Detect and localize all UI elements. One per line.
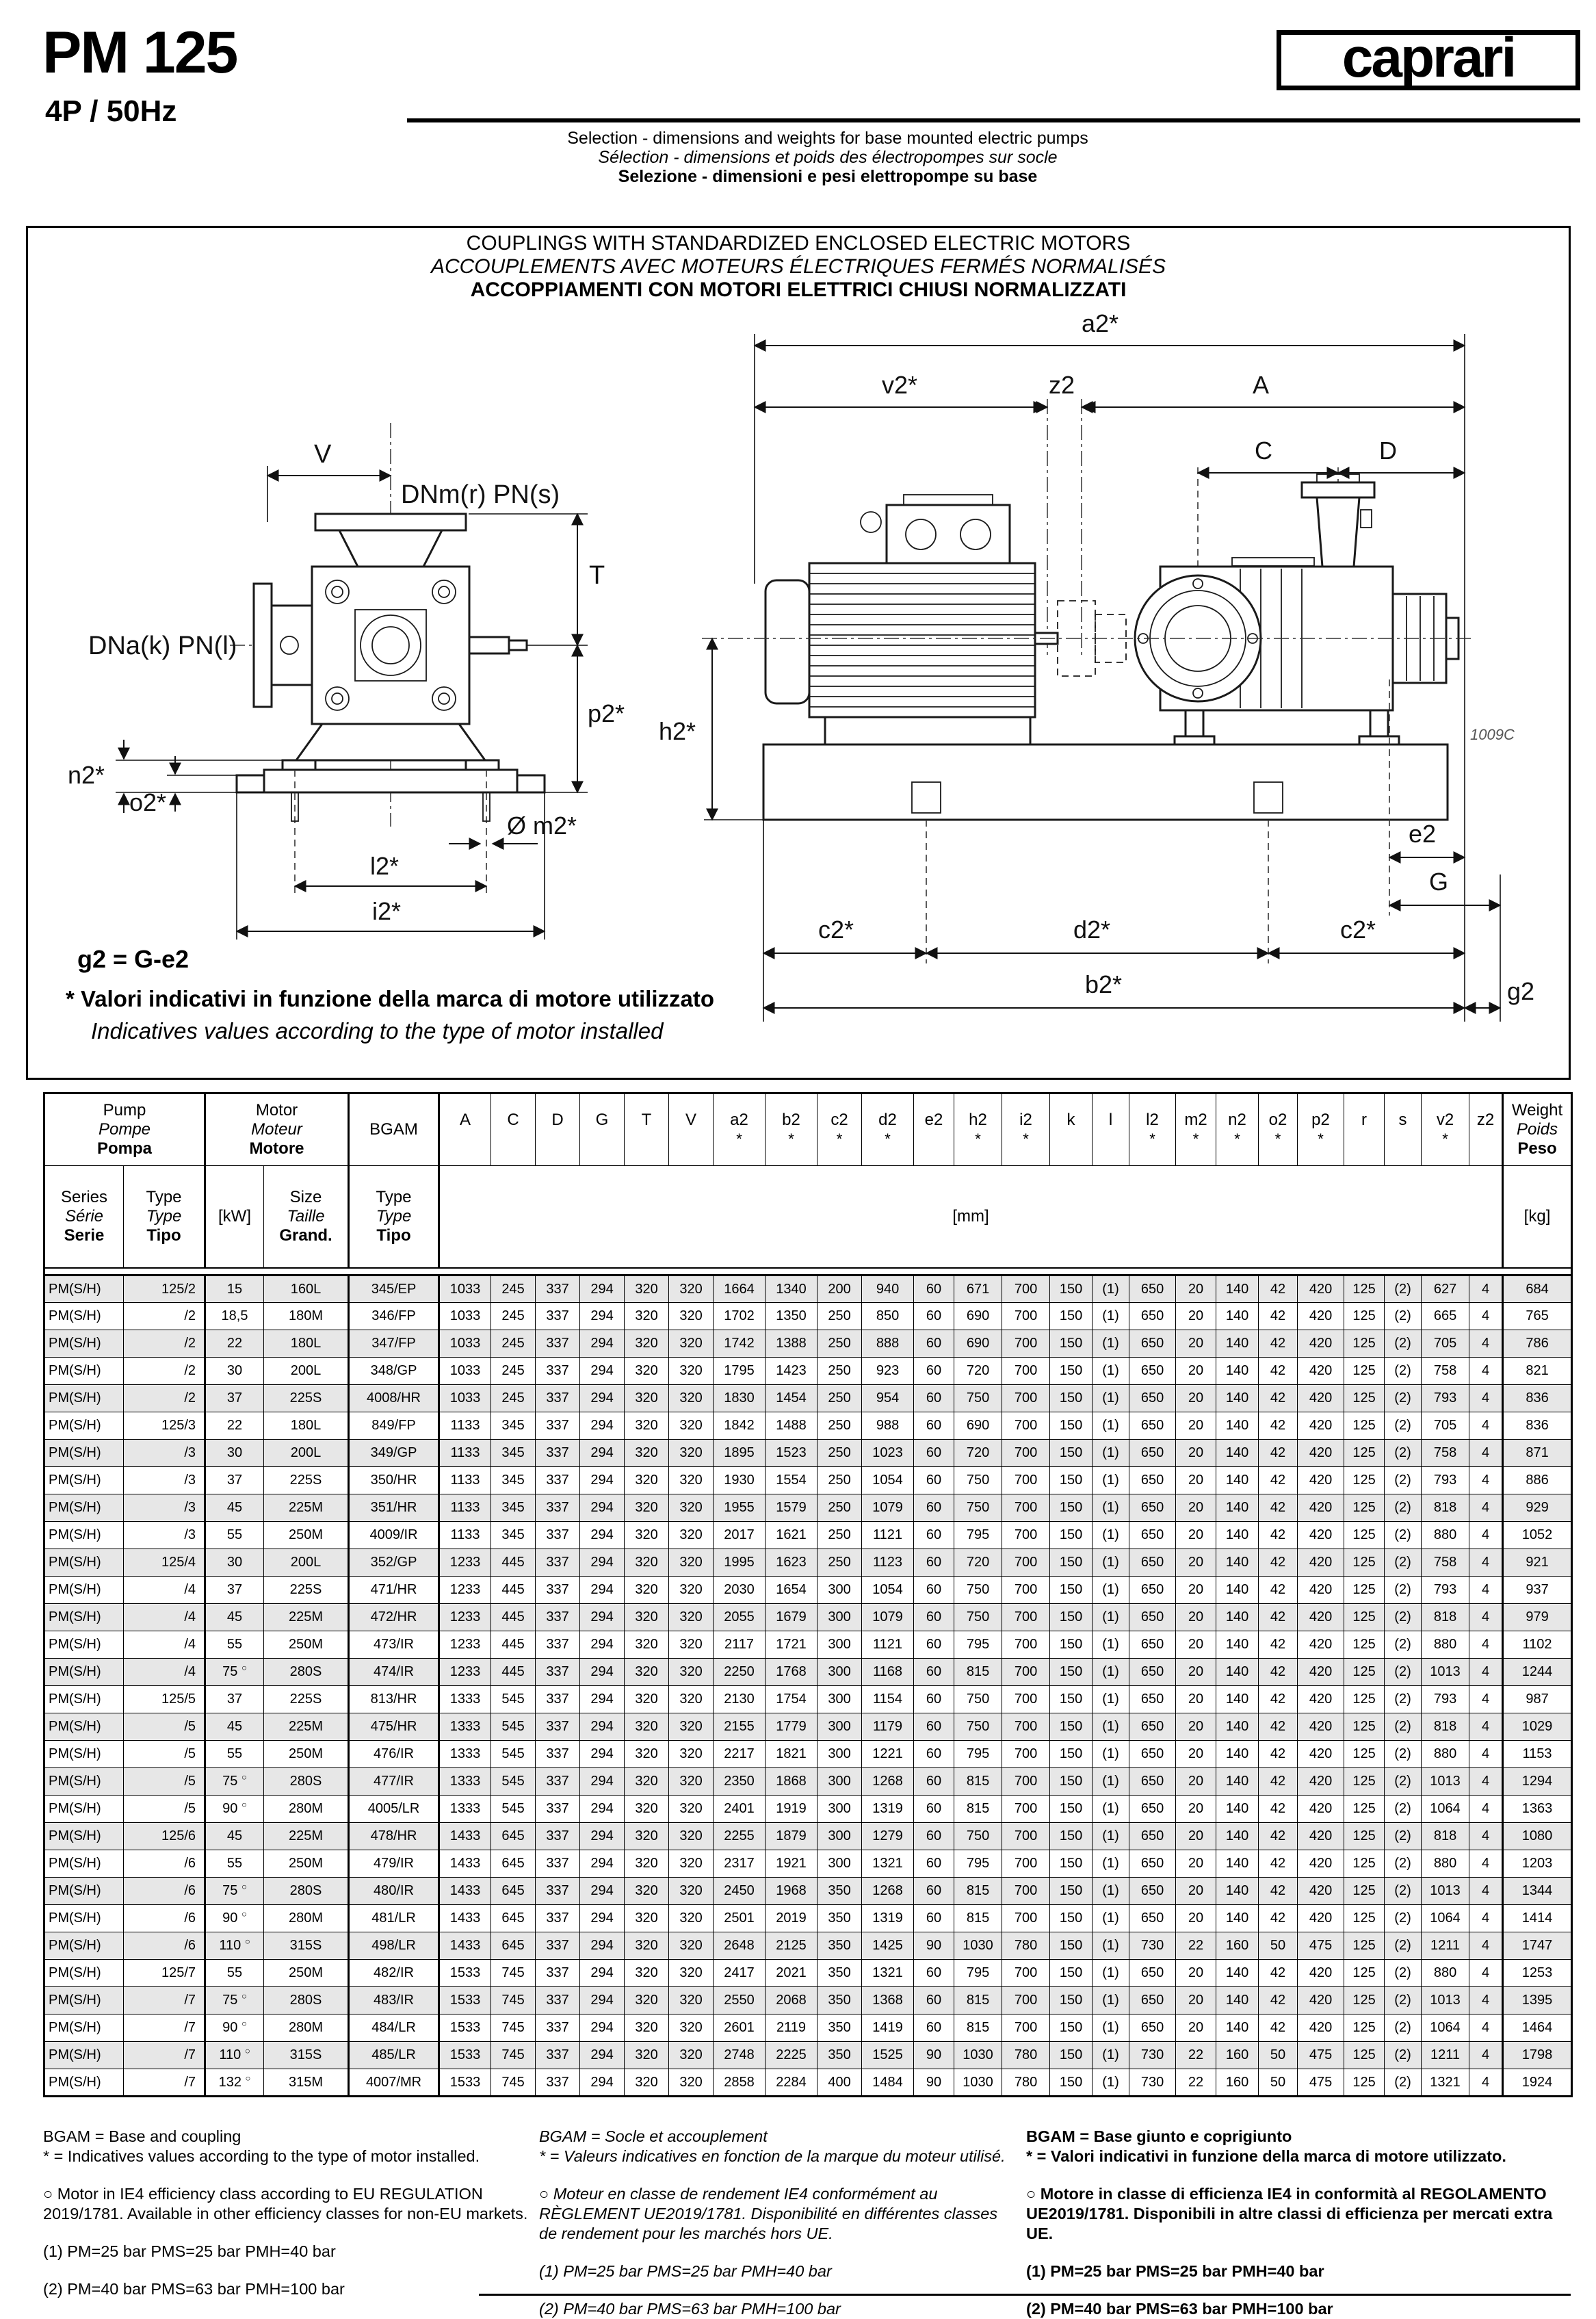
diagram-title-en: COUPLINGS WITH STANDARDIZED ENCLOSED ELECTRIC MOTORS bbox=[466, 232, 1131, 255]
table-row: PM(S/H) /4 75 ○ 280S 474/IR 1233 445 337 294 320 320 2250 1768 300 1168 60 815 700 150 (1) 650 20 140 42 420 125 (2) 1013 4 1244 bbox=[44, 1659, 1572, 1686]
dim-label-c2-right: c2* bbox=[1340, 916, 1376, 944]
dim-label-g: G bbox=[1429, 868, 1449, 896]
footnote-column bbox=[539, 2127, 1026, 2319]
table-row: PM(S/H) 125/6 45 225M 478/HR 1433 645 337 294 320 320 2255 1879 300 1279 60 750 700 150 (1) 650 20 140 42 420 125 (2) 818 4 1080 bbox=[44, 1823, 1572, 1850]
col-G: G bbox=[580, 1093, 625, 1166]
dim-label-v2: v2* bbox=[882, 371, 918, 399]
col-v2: v2 * bbox=[1422, 1093, 1469, 1166]
ie4-marker: ○ bbox=[245, 2072, 251, 2083]
ie4-marker: ○ bbox=[244, 2045, 250, 2056]
diagram-titles bbox=[28, 232, 1569, 302]
dim-label-c2-left: c2* bbox=[818, 916, 854, 944]
col-l2: l2 * bbox=[1129, 1093, 1176, 1166]
table-row: PM(S/H) 125/5 37 225S 813/HR 1333 545 337 294 320 320 2130 1754 300 1154 60 750 700 150 (1) 650 20 140 42 420 125 (2) 793 4 987 bbox=[44, 1686, 1572, 1713]
footnote-ie4: ○ Moteur en classe de rendement IE4 conformément au RÈGLEMENT UE2019/1781. Disponibilité en différentes classes de rendement pour les marchés hors UE. bbox=[539, 2185, 998, 2242]
table-row: PM(S/H) /3 55 250M 4009/IR 1133 345 337 294 320 320 2017 1621 250 1121 60 795 700 150 (1) 650 20 140 42 420 125 (2) 880 4 1052 bbox=[44, 1522, 1572, 1549]
footnote-p1: (1) PM=25 bar PMS=25 bar PMH=40 bar bbox=[1026, 2262, 1324, 2280]
header-separator bbox=[44, 1268, 1572, 1275]
dim-label-e2: e2 bbox=[1409, 820, 1437, 848]
col-r: r bbox=[1344, 1093, 1385, 1166]
dim-label-z2: z2 bbox=[1049, 371, 1075, 399]
col-bgam: BGAM bbox=[349, 1093, 439, 1166]
bottom-rule bbox=[479, 2294, 1571, 2296]
dim-label-dnm: DNm(r) PN(s) bbox=[401, 480, 560, 509]
table-row: PM(S/H) /5 90 ○ 280M 4005/LR 1333 545 337 294 320 320 2401 1919 300 1319 60 815 700 150 (1) 650 20 140 42 420 125 (2) 1064 4 1363 bbox=[44, 1796, 1572, 1823]
table-row: PM(S/H) /4 37 225S 471/HR 1233 445 337 294 320 320 2030 1654 300 1054 60 750 700 150 (1) 650 20 140 42 420 125 (2) 793 4 937 bbox=[44, 1577, 1572, 1604]
table-row: PM(S/H) /2 37 225S 4008/HR 1033 245 337 294 320 320 1830 1454 250 954 60 750 700 150 (1) 650 20 140 42 420 125 (2) 793 4 836 bbox=[44, 1385, 1572, 1412]
table-row: PM(S/H) /7 132 ○ 315M 4007/MR 1533 745 337 294 320 320 2858 2284 400 1484 90 1030 780 150 (1) 730 22 160 50 475 125 (2) 1321 4 1924 bbox=[44, 2069, 1572, 2097]
col-weight: Weight Poids Peso bbox=[1503, 1093, 1572, 1166]
dim-label-n2: n2* bbox=[68, 761, 105, 789]
col-type: Type Type Tipo bbox=[124, 1166, 205, 1269]
col-z2: z2 bbox=[1469, 1093, 1503, 1166]
table-row: PM(S/H) /2 30 200L 348/GP 1033 245 337 294 320 320 1795 1423 250 923 60 720 700 150 (1) 650 20 140 42 420 125 (2) 758 4 821 bbox=[44, 1358, 1572, 1385]
col-group-pump: Pump Pompe Pompa bbox=[44, 1093, 205, 1166]
ie4-marker: ○ bbox=[241, 1991, 247, 2001]
drawing-code: 1009C bbox=[1470, 726, 1515, 743]
col-s: s bbox=[1385, 1093, 1422, 1166]
diagram-frame bbox=[26, 226, 1571, 1080]
col-group-motor: Motor Moteur Motore bbox=[205, 1093, 349, 1166]
footnote-p1: (1) PM=25 bar PMS=25 bar PMH=40 bar bbox=[539, 2262, 832, 2280]
table-row: PM(S/H) 125/2 15 160L 345/EP 1033 245 337 294 320 320 1664 1340 200 940 60 671 700 150 (1) 650 20 140 42 420 125 (2) 627 4 684 bbox=[44, 1275, 1572, 1303]
dim-label-d: D bbox=[1379, 437, 1397, 465]
footnote-star: * = Valori indicativi in funzione della marca di motore utilizzato. bbox=[1026, 2147, 1506, 2165]
footnote-p2: (2) PM=40 bar PMS=63 bar PMH=100 bar bbox=[43, 2280, 345, 2298]
dim-label-i2: i2* bbox=[372, 897, 402, 925]
footnote-bgam: BGAM = Base giunto e coprigiunto bbox=[1026, 2127, 1292, 2145]
ie4-marker: ○ bbox=[244, 1936, 250, 1947]
dim-label-c: C bbox=[1255, 437, 1272, 465]
table-row: PM(S/H) /3 37 225S 350/HR 1133 345 337 294 320 320 1930 1554 250 1054 60 750 700 150 (1) 650 20 140 42 420 125 (2) 793 4 886 bbox=[44, 1467, 1572, 1494]
table-row: PM(S/H) /5 55 250M 476/IR 1333 545 337 294 320 320 2217 1821 300 1221 60 795 700 150 (1) 650 20 140 42 420 125 (2) 880 4 1153 bbox=[44, 1741, 1572, 1768]
unit-kg: [kg] bbox=[1503, 1166, 1572, 1269]
ie4-marker: ○ bbox=[241, 1772, 247, 1783]
diagram-title-fr: ACCOUPLEMENTS AVEC MOTEURS ÉLECTRIQUES FERMÉS NORMALISÉS bbox=[430, 255, 1166, 278]
col-d2: d2 * bbox=[862, 1093, 914, 1166]
table-row: PM(S/H) /2 22 180L 347/FP 1033 245 337 294 320 320 1742 1388 250 888 60 690 700 150 (1) 650 20 140 42 420 125 (2) 705 4 786 bbox=[44, 1330, 1572, 1358]
footnote-p1: (1) PM=25 bar PMS=25 bar PMH=40 bar bbox=[43, 2242, 336, 2260]
footnote-p2: (2) PM=40 bar PMS=63 bar PMH=100 bar bbox=[539, 2300, 841, 2318]
dim-label-v: V bbox=[314, 440, 332, 469]
dim-label-t: T bbox=[589, 561, 605, 590]
dim-label-g2: g2 bbox=[1507, 977, 1535, 1005]
selection-caption bbox=[274, 129, 1382, 186]
table-row: PM(S/H) /2 18,5 180M 346/FP 1033 245 337 294 320 320 1702 1350 250 850 60 690 700 150 (1) 650 20 140 42 420 125 (2) 665 4 765 bbox=[44, 1303, 1572, 1330]
table-row: PM(S/H) /7 75 ○ 280S 483/IR 1533 745 337 294 320 320 2550 2068 350 1368 60 815 700 150 (1) 650 20 140 42 420 125 (2) 1013 4 1395 bbox=[44, 1987, 1572, 2014]
col-kw: [kW] bbox=[205, 1166, 264, 1269]
footnotes bbox=[43, 2127, 1575, 2319]
dim-label-p2: p2* bbox=[588, 699, 625, 727]
col-n2: n2 * bbox=[1216, 1093, 1259, 1166]
table-row: PM(S/H) /6 55 250M 479/IR 1433 645 337 294 320 320 2317 1921 300 1321 60 795 700 150 (1) 650 20 140 42 420 125 (2) 880 4 1203 bbox=[44, 1850, 1572, 1878]
col-a2: a2 * bbox=[714, 1093, 766, 1166]
table-row: PM(S/H) /4 55 250M 473/IR 1233 445 337 294 320 320 2117 1721 300 1121 60 795 700 150 (1) 650 20 140 42 420 125 (2) 880 4 1102 bbox=[44, 1631, 1572, 1659]
footnote-star: * = Indicatives values according to the type of motor installed. bbox=[43, 2147, 480, 2165]
col-e2: e2 bbox=[914, 1093, 954, 1166]
diagram-title-it: ACCOPPIAMENTI CON MOTORI ELETTRICI CHIUSI NORMALIZZATI bbox=[470, 278, 1127, 301]
col-A: A bbox=[439, 1093, 491, 1166]
ie4-marker: ○ bbox=[241, 1908, 247, 1919]
col-bgam-type: Type Type Tipo bbox=[349, 1166, 439, 1269]
table-row: PM(S/H) /6 90 ○ 280M 481/LR 1433 645 337 294 320 320 2501 2019 350 1319 60 815 700 150 (1) 650 20 140 42 420 125 (2) 1064 4 1414 bbox=[44, 1905, 1572, 1932]
col-size: Size Taille Grand. bbox=[264, 1166, 349, 1269]
dim-label-a2: a2* bbox=[1082, 309, 1119, 337]
table-row: PM(S/H) /3 45 225M 351/HR 1133 345 337 294 320 320 1955 1579 250 1079 60 750 700 150 (1) 650 20 140 42 420 125 (2) 818 4 929 bbox=[44, 1494, 1572, 1522]
col-i2: i2 * bbox=[1002, 1093, 1050, 1166]
col-c2: c2 * bbox=[817, 1093, 862, 1166]
col-b2: b2 * bbox=[766, 1093, 817, 1166]
dim-label-b2: b2* bbox=[1085, 970, 1123, 998]
footnote-column bbox=[1026, 2127, 1573, 2319]
col-m2: m2 * bbox=[1176, 1093, 1216, 1166]
col-V: V bbox=[669, 1093, 714, 1166]
table-row: PM(S/H) /7 90 ○ 280M 484/LR 1533 745 337 294 320 320 2601 2119 350 1419 60 815 700 150 (1) 650 20 140 42 420 125 (2) 1064 4 1464 bbox=[44, 2014, 1572, 2042]
table-row: PM(S/H) /6 75 ○ 280S 480/IR 1433 645 337 294 320 320 2450 1968 350 1268 60 815 700 150 (1) 650 20 140 42 420 125 (2) 1013 4 1344 bbox=[44, 1878, 1572, 1905]
ie4-marker: ○ bbox=[241, 2018, 247, 2029]
ie4-marker: ○ bbox=[241, 1662, 247, 1673]
col-o2: o2 * bbox=[1259, 1093, 1298, 1166]
dim-label-l2: l2* bbox=[370, 852, 400, 880]
selection-line-fr: Sélection - dimensions et poids des électropompes sur socle bbox=[598, 148, 1058, 167]
dimensional-drawing bbox=[28, 296, 1569, 1080]
col-series: Series Série Serie bbox=[44, 1166, 124, 1269]
ie4-marker: ○ bbox=[241, 1881, 247, 1892]
table-row: PM(S/H) /3 30 200L 349/GP 1133 345 337 294 320 320 1895 1523 250 1023 60 720 700 150 (1) 650 20 140 42 420 125 (2) 758 4 871 bbox=[44, 1440, 1572, 1467]
table-row: PM(S/H) 125/7 55 250M 482/IR 1533 745 337 294 320 320 2417 2021 350 1321 60 795 700 150 (1) 650 20 140 42 420 125 (2) 880 4 1253 bbox=[44, 1960, 1572, 1987]
table-row: PM(S/H) /7 110 ○ 315S 485/LR 1533 745 337 294 320 320 2748 2225 350 1525 90 1030 780 150 (1) 730 22 160 50 475 125 (2) 1211 4 1798 bbox=[44, 2042, 1572, 2069]
footnote-ie4: ○ Motore in classe di efficienza IE4 in conformità al REGOLAMENTO UE2019/1781. Disponibili in altre classi di efficienza per mercati extra UE. bbox=[1026, 2185, 1553, 2242]
unit-mm: [mm] bbox=[439, 1166, 1503, 1269]
ie4-marker: ○ bbox=[241, 1799, 247, 1810]
dim-label-m2: Ø m2* bbox=[507, 812, 577, 840]
dim-label-dna: DNa(k) PN(l) bbox=[88, 632, 237, 660]
table-row: PM(S/H) /5 75 ○ 280S 477/IR 1333 545 337 294 320 320 2350 1868 300 1268 60 815 700 150 (1) 650 20 140 42 420 125 (2) 1013 4 1294 bbox=[44, 1768, 1572, 1796]
diagram-note-en: Indicatives values according to the type of motor installed bbox=[91, 1018, 664, 1044]
page-title: PM 125 bbox=[42, 20, 237, 86]
col-l: l bbox=[1093, 1093, 1129, 1166]
caprari-logo: caprari bbox=[1277, 30, 1580, 90]
col-p2: p2 * bbox=[1298, 1093, 1344, 1166]
selection-line-it: Selezione - dimensioni e pesi elettropompe su base bbox=[618, 167, 1038, 186]
footnote-column bbox=[43, 2127, 539, 2319]
col-D: D bbox=[536, 1093, 580, 1166]
table-row: PM(S/H) 125/3 22 180L 849/FP 1133 345 337 294 320 320 1842 1488 250 988 60 690 700 150 (1) 650 20 140 42 420 125 (2) 705 4 836 bbox=[44, 1412, 1572, 1440]
table-row: PM(S/H) 125/4 30 200L 352/GP 1233 445 337 294 320 320 1995 1623 250 1123 60 720 700 150 (1) 650 20 140 42 420 125 (2) 758 4 921 bbox=[44, 1549, 1572, 1577]
dim-label-o2: o2* bbox=[129, 788, 167, 816]
col-C: C bbox=[491, 1093, 536, 1166]
col-k: k bbox=[1050, 1093, 1093, 1166]
header-rule bbox=[407, 118, 1580, 122]
diagram-note-it: * Valori indicativi in funzione della marca di motore utilizzato bbox=[66, 986, 715, 1011]
col-h2: h2 * bbox=[954, 1093, 1002, 1166]
g2-formula: g2 = G-e2 bbox=[77, 945, 189, 973]
dim-label-a: A bbox=[1253, 371, 1270, 399]
footnote-p2: (2) PM=40 bar PMS=63 bar PMH=100 bar bbox=[1026, 2300, 1333, 2318]
dim-label-h2: h2* bbox=[659, 717, 696, 745]
table-row: PM(S/H) /4 45 225M 472/HR 1233 445 337 294 320 320 2055 1679 300 1079 60 750 700 150 (1) 650 20 140 42 420 125 (2) 818 4 979 bbox=[44, 1604, 1572, 1631]
selection-line-en: Selection - dimensions and weights for base mounted electric pumps bbox=[567, 129, 1088, 148]
col-T: T bbox=[625, 1093, 669, 1166]
table-row: PM(S/H) /5 45 225M 475/HR 1333 545 337 294 320 320 2155 1779 300 1179 60 750 700 150 (1) 650 20 140 42 420 125 (2) 818 4 1029 bbox=[44, 1713, 1572, 1741]
footnote-star: * = Valeurs indicatives en fonction de la marque du moteur utilisé. bbox=[539, 2147, 1006, 2165]
selection-table bbox=[43, 1092, 1573, 2097]
footnote-bgam: BGAM = Socle et accouplement bbox=[539, 2127, 768, 2145]
footnote-ie4: ○ Motor in IE4 efficiency class according to EU REGULATION 2019/1781. Available in other efficiency classes for non-EU markets. bbox=[43, 2185, 528, 2223]
table-row: PM(S/H) /6 110 ○ 315S 498/LR 1433 645 337 294 320 320 2648 2125 350 1425 90 1030 780 150 (1) 730 22 160 50 475 125 (2) 1211 4 1747 bbox=[44, 1932, 1572, 1960]
page-subtitle: 4P / 50Hz bbox=[45, 94, 177, 128]
dim-label-d2: d2* bbox=[1073, 916, 1111, 944]
footnote-bgam: BGAM = Base and coupling bbox=[43, 2127, 241, 2145]
